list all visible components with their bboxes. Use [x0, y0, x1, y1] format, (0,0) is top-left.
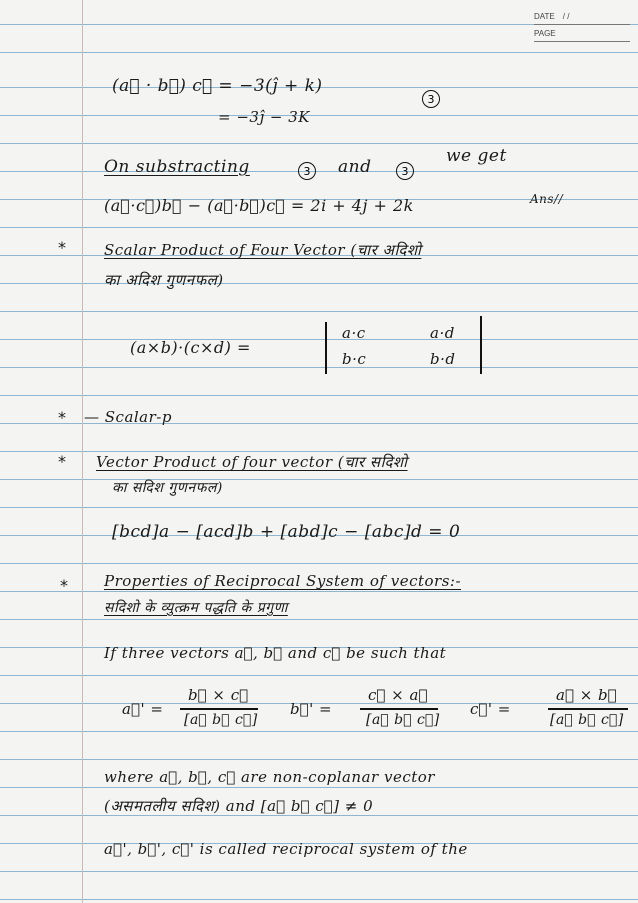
where-text: where a⃗, b⃗, c⃗ are non-coplanar vector [104, 768, 435, 786]
heading-reciprocal-hindi: सदिशो के व्युत्क्रम पद्धति के प्रगुणा [104, 600, 288, 616]
vector-identity: [bcd]a − [acd]b + [abd]c − [abc]d = 0 [112, 522, 461, 542]
and-text: and [338, 157, 372, 177]
det-a-dot-c: a·c [342, 324, 366, 342]
heading-vector-product-hindi: का सदिश गुणनफल) [112, 480, 223, 496]
circle-ref-2: 3 [396, 162, 414, 180]
determinant-right-bar [480, 316, 482, 374]
date-page-box [534, 8, 630, 48]
frac1-denominator: [a⃗ b⃗ c⃗] [184, 712, 258, 728]
heading-reciprocal-system: Properties of Reciprocal System of vectors:- [104, 572, 462, 590]
determinant-left-bar [325, 322, 327, 374]
margin-line [82, 0, 83, 903]
date-value: / / [562, 11, 570, 21]
frac1-numerator: b⃗ × c⃗ [188, 686, 249, 704]
equation-line-2: = −3ĵ − 3K [218, 108, 310, 126]
heading-scalar-product-hindi: का अदिश गुणनफल) [104, 271, 224, 289]
date-label: DATE [534, 11, 555, 21]
det-b-dot-d: b·d [430, 350, 456, 368]
frac3-numerator: a⃗ × b⃗ [556, 686, 618, 704]
subtracting-text: On substracting [104, 157, 250, 177]
frac3-lhs: c⃗' = [470, 700, 511, 718]
circle-ref-1: 3 [298, 162, 316, 180]
scalar-p-note: — Scalar-p [84, 408, 172, 426]
frac3-bar [548, 708, 628, 710]
non-coplanar-text: (असमतलीय सदिश) and [a⃗ b⃗ c⃗] ≠ 0 [104, 797, 374, 815]
frac3-denominator: [a⃗ b⃗ c⃗] [550, 712, 624, 728]
heading-scalar-product: Scalar Product of Four Vector (चार अदिशो [104, 241, 422, 259]
result-equation: (a⃗·c⃗)b⃗ − (a⃗·b⃗)c⃗ = 2i + 4j + 2k [104, 196, 414, 215]
frac1-bar [180, 708, 258, 710]
bullet-star-3: * [58, 452, 66, 471]
frac2-lhs: b⃗' = [290, 700, 333, 718]
we-get-text: we get [446, 146, 507, 166]
determinant-lhs: (a×b)·(c×d) = [130, 338, 251, 357]
bullet-star-4: * [60, 576, 68, 595]
det-a-dot-d: a·d [430, 324, 455, 342]
equation-tag-3: 3 [422, 90, 440, 108]
frac1-lhs: a⃗' = [122, 700, 164, 718]
bullet-star-1: * [58, 238, 66, 257]
det-b-dot-c: b·c [342, 350, 367, 368]
answer-mark: Ans// [530, 192, 564, 206]
equation-line-1: (a⃗ · b⃗) c⃗ = −3(ĵ + k) [112, 76, 323, 96]
page-label: PAGE [534, 28, 556, 38]
bullet-star-2: * [58, 408, 66, 427]
frac2-numerator: c⃗ × a⃗ [368, 686, 428, 704]
heading-vector-product: Vector Product of four vector (चार सदिशो [96, 453, 408, 471]
frac2-bar [360, 708, 438, 710]
condition-text: If three vectors a⃗, b⃗ and c⃗ be such that [104, 644, 447, 662]
frac2-denominator: [a⃗ b⃗ c⃗] [366, 712, 440, 728]
reciprocal-system-text: a⃗', b⃗', c⃗' is called reciprocal system of the [104, 840, 468, 858]
